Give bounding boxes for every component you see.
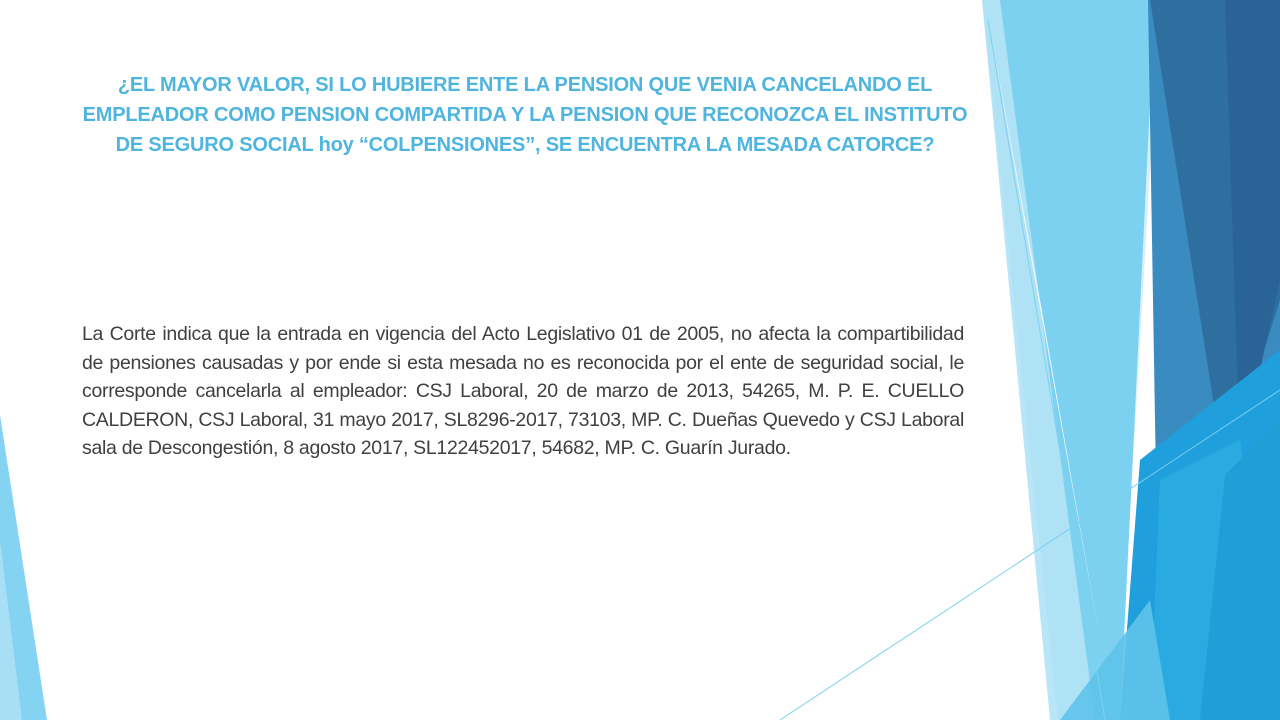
slide-body-text: La Corte indica que la entrada en vigencia del Acto Legislativo 01 de 2005, no afecta la compartibilidad de pensiones causadas y por ende si esta mesada no es reconocida por el ente de seguridad social, le corresponde cancelarla al empleador: CSJ Laboral, 20 de marzo de 2013, 54265, M. P. E. CUELLO CALDERON, CSJ Laboral, 31 mayo 2017, SL8296-2017, 73103, MP. C. Dueñas Quevedo y CSJ Laboral sala de Descongestión, 8 agosto 2017, SL122452017, 54682, MP. C. Guarín Jurado. [82,323,964,459]
slide-title: ¿EL MAYOR VALOR, SI LO HUBIERE ENTE LA PENSION QUE VENIA CANCELANDO EL EMPLEADOR COMO PENSION COMPARTIDA Y LA PENSION QUE RECONOZCA EL INSTITUTO DE SEGURO SOCIAL hoy “COLPENSIONES”, SE ENCUENTRA LA MESADA CATORCE? [82,74,968,156]
